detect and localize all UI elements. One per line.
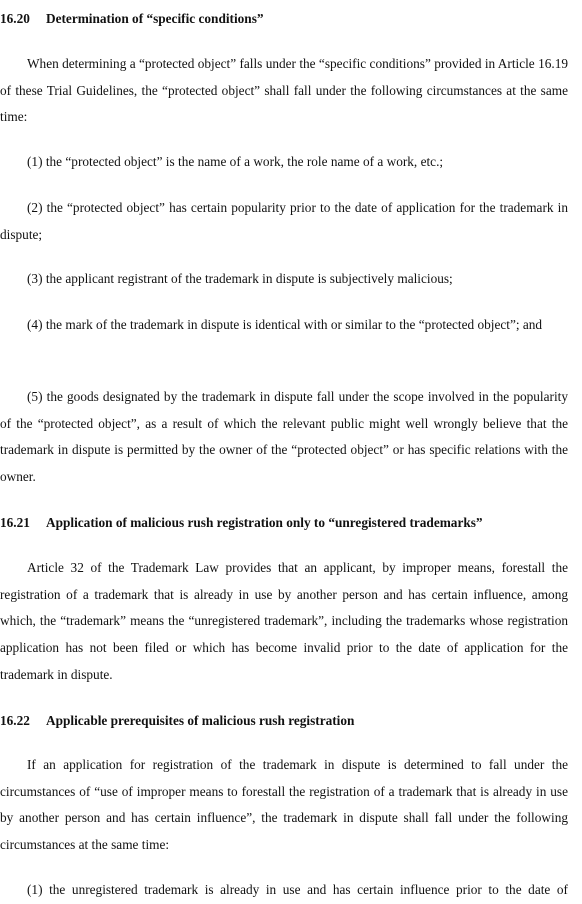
- paragraph: Article 32 of the Trademark Law provides that an applicant, by improper means, forestall the registration of a trademark that is already in use by another person and has certain influence, among which, the “trademark” means the “unregistered trademark”, including the trademarks whose registration application has not been filed or which has become invalid prior to the date of application for the trademark in dispute.: [0, 560, 568, 682]
- list-item: (1) the unregistered trademark is already in use and has certain influence prior to the date of: [27, 882, 568, 897]
- list-item: (2) the “protected object” has certain popularity prior to the date of application for the trademark in dispute;: [0, 200, 568, 242]
- list-item: (1) the “protected object” is the name of a work, the role name of a work, etc.;: [27, 154, 444, 169]
- paragraph: If an application for registration of the trademark in dispute is determined to fall under the circumstances of “use of improper means to forestall the registration of a trademark that is already in use by another person and has certain influence”, the trademark in dispute shall fall under the following circumstances at the same time:: [0, 757, 568, 853]
- section-title: Determination of “specific conditions”: [46, 11, 264, 26]
- section-number: 16.22: [0, 713, 30, 728]
- section-heading-16-21: [0, 513, 568, 533]
- list-item: (4) the mark of the trademark in dispute is identical with or similar to the “protected object”; and: [27, 317, 543, 332]
- section-number: 16.20: [0, 11, 30, 26]
- section-title: Application of malicious rush registration only to “unregistered trademarks”: [46, 515, 483, 530]
- section-heading-16-20: [0, 9, 568, 29]
- section-title: Applicable prerequisites of malicious rush registration: [46, 713, 355, 728]
- section-heading-16-22: [0, 711, 568, 731]
- list-item: (3) the applicant registrant of the trademark in dispute is subjectively malicious;: [27, 271, 453, 286]
- list-item: (5) the goods designated by the trademark in dispute fall under the scope involved in the popularity of the “protected object”, as a result of which the relevant public might well wrongly believe that the trademark in dispute is permitted by the owner of the “protected object” or has specific relations with the owner.: [0, 389, 568, 485]
- section-number: 16.21: [0, 515, 30, 530]
- paragraph: When determining a “protected object” falls under the “specific conditions” provided in Article 16.19 of these Trial Guidelines, the “protected object” shall fall under the following circumstances at the same time:: [0, 56, 568, 125]
